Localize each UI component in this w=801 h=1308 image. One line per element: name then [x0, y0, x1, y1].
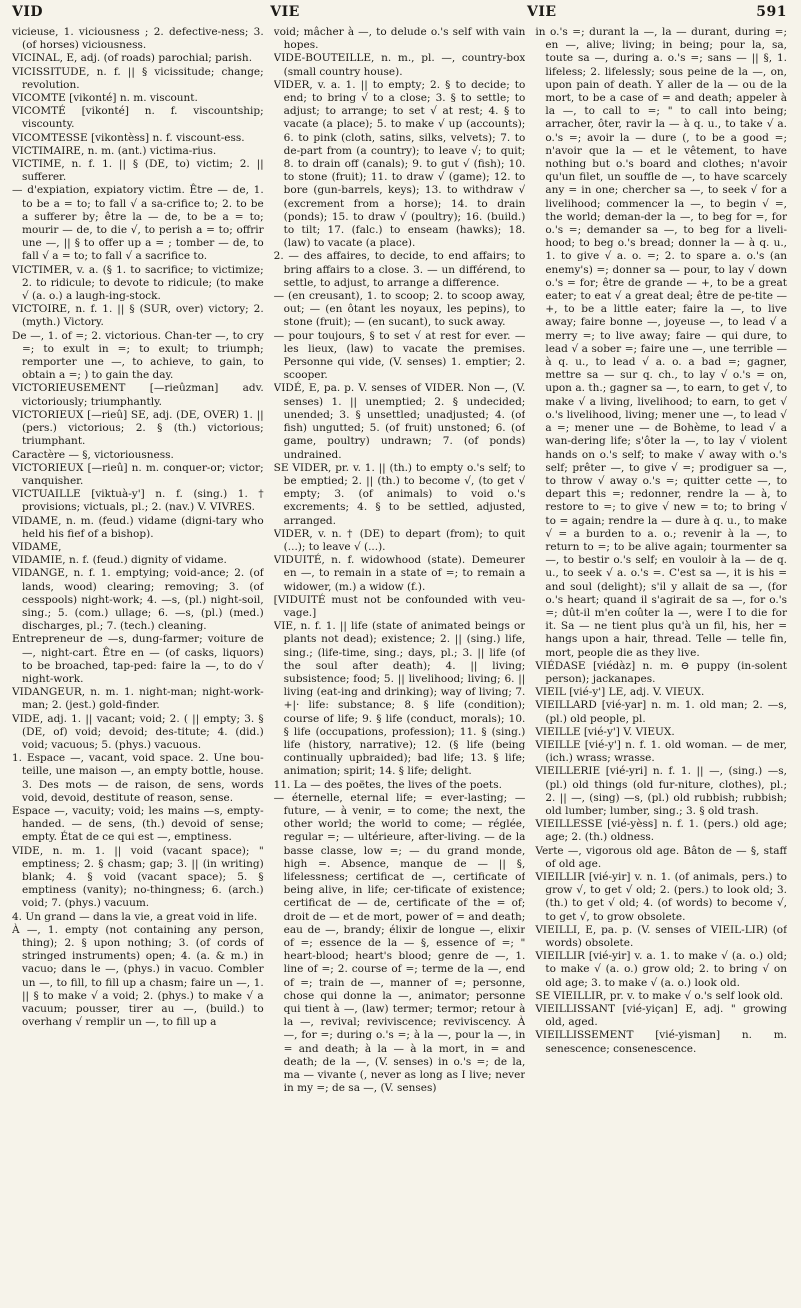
dictionary-entry: VICTIMAIRE, n. m. (ant.) victima-rius.: [12, 144, 217, 157]
dictionary-entry: Espace —, vacuity; void; les mains —s, empty-handed. — de sens, (th.) devoid of sense; empty. État de ce qui est —, emptiness.: [12, 804, 264, 844]
column-left: [12, 26, 264, 1304]
dictionary-entry: VIEILLARD [vié-yar] n. m. 1. old man; 2. —s, (pl.) old people, pl.: [535, 699, 788, 725]
dictionary-entry: VICINAL, E, adj. (of roads) parochial; parish.: [12, 52, 253, 65]
dictionary-entry: VIDAME, n. m. (feud.) vidame (digni-tary who held his fief of a bishop).: [12, 514, 264, 540]
header-guide-word-middle: VIE: [270, 4, 300, 20]
dictionary-entry: VIEILLISSANT [vié-yiçan] E, adj. " growing old, aged.: [535, 1003, 788, 1029]
dictionary-entry: — pour toujours, § to set √ at rest for ever. — les lieux, (law) to vacate the premises. Personne qui vide, (V. senses) 1. emptier; 2. scooper.: [273, 329, 526, 382]
dictionary-entry: 2. — des affaires, to decide, to end affairs; to bring affairs to a close. 3. — un différend, to settle, to adjust, to arrange a difference.: [273, 250, 526, 289]
dictionary-entry: — d'expiation, expiatory victim. Être — de, 1. to be a = to; to fall √ a sa-crifice to; 2. to be a sufferer by; être la — de, to be a = to; mourir — de, to die √, to perish a = to; offrir une —, || § to offer up a = ; tomber — de, to fall √ a = to; to fall √ a sacrifice to.: [12, 184, 264, 263]
dictionary-entry: VIEILLE [vié-y'] n. f. 1. old woman. — de mer, (ich.) wrass; wrasse.: [535, 738, 788, 765]
dictionary-entry: Entrepreneur de —s, dung-farmer; voiture de —, night-cart. Être en — (of casks, liquors) to be broached, tap-ped: faire la —, to do √ night-work.: [12, 633, 264, 685]
dictionary-entry: VIDAME,: [12, 540, 62, 553]
dictionary-entry: VICOMTÉ [vikonté] n. f. viscountship; viscounty.: [12, 105, 264, 131]
dictionary-entry: VIDÉ, E, pa. p. V. senses of VIDER. Non —, (V. senses) 1. || unemptied; 2. § undecided; unended; 3. § unsettled; unadjusted; 4. (of fish) ungutted; 5. (of fruit) unstoned; 6. (of game, poultry) undrawn; 7. (of ponds) undrained.: [273, 382, 526, 461]
dictionary-entry: VIDE, adj. 1. || vacant; void; 2. ( || empty; 3. § (DE, of) void; devoid; des-titute; 4. (did.) void; vacuous; 5. (phys.) vacuous.: [12, 712, 264, 751]
dictionary-entry: VIDER, v. a. 1. || to empty; 2. § to decide; to end; to bring √ to a close; 3. § to settle; to adjust; to arrange; to set √ at rest; 4. § to vacate (a place); 5. to make √ up (accounts); 6. to pink (cloth, satins, silks, velvets); 7. to de-part from (a country); to leave √; to quit; 8. to drain off (canals); 9. to gut √ (fish); 10. to stone (fruit); 11. to draw √ (game); 12. to bore (gun-barrels, keys); 13. to withdraw √ (excrement from a horse); 14. to drain (ponds); 15. to draw √ (poultry); 16. (build.) to tilt; 17. (falc.) to enseam (hawks); 18. (law) to vacate (a place).: [273, 78, 526, 250]
dictionary-entry: VIE, n. f. 1. || life (state of animated beings or plants not dead); existence; 2. || (sing.) life, sing.; (life-time, sing.; days, pl.; 3. || life (of the soul after death); 4. || living; subsistence; food; 5. || livelihood; living; 6. || living (eat-ing and drinking); way of living; 7. +|· life: substance; 8. § life (condition); course of life; 9. § life (conduct, morals); 10. § life (occupations, profession); 11. § (sing.) life (history, narrative); 12. (§ life (being continually upbraided); bad life; 13. § life; animation; spirit; 14. § life; delight.: [273, 620, 526, 778]
dictionary-entry: VIDANGE, n. f. 1. emptying; void-ance; 2. (of lands, wood) clearing; removing; 3. (of cesspools) night-work; 4. —s, (pl.) night-soil, sing.; 5. (com.) ullage; 6. —s, (pl.) (med.) discharges, pl.; 7. (tech.) cleaning.: [12, 567, 264, 633]
dictionary-entry: 1. Espace —, vacant, void space. 2. Une bou-teille, une maison —, an empty bottle, house. 3. Des mots — de raison, de sens, words void, devoid, destitute of reason, sense.: [12, 752, 264, 804]
dictionary-entry: VIDE, n. m. 1. || void (vacant space); " emptiness; 2. § chasm; gap; 3. || (in writing) blank; 4. § void (vacant space); 5. § emptiness (vanity); no-thingness; 6. (arch.) void; 7. (phys.) vacuum.: [12, 844, 264, 910]
running-header: [12, 4, 787, 26]
dictionary-entry: VICOMTE [vikonté] n. m. viscount.: [12, 92, 198, 105]
dictionary-entry: VICOMTESSE [vikontèss] n. f. viscount-ess.: [12, 131, 245, 144]
dictionary-entry: — éternelle, eternal life; = ever-lasting; — future, — à venir, = to come; the next, the other world; the world to come; — réglée, regular =; — ultérieure, after-living. — de la basse classe, low =; — du grand monde, high =. Absence, manque de — || §, lifelessness; certificat de —, certificate of being alive, in life; cer-tificate of existence; certificat de — de, certificate of the = of; droit de — et de mort, power of = and death; eau de —, brandy; élixir de longue —, elixir of =; essence de la — §, essence of =; " heart-blood; heart's blood; genre de —, 1. line of =; 2. course of =; terme de la —, end of =; train de —, manner of =; personne, chose qui donne la —, animator; personne qui tient à —, (law) termer; termor; retour à la —, revival; reviviscence; reviviscency. À —, for =; during o.'s =; à la —, pour la —, in = and death; à la — à la mort, in = and death; de la —, (V. senses) in o.'s =; de la, ma — vivante (, never as long as I live; never in my =; de sa —, (V. senses): [273, 791, 526, 1095]
dictionary-entry: VICTORIEUSEMENT [—rieûzman] adv. victoriously; triumphantly.: [12, 382, 264, 408]
column-middle: [274, 26, 526, 1304]
dictionary-entry: VIÉDASE [viédàz] n. m. ⊖ puppy (in-solent person); jackanapes.: [535, 659, 788, 685]
column-right: [535, 26, 787, 1304]
header-guide-word-left: VID: [12, 4, 44, 20]
dictionary-entry: VIDE-BOUTEILLE, n. m., pl. —, country-box (small country house).: [273, 52, 526, 78]
dictionary-entry: VIDANGEUR, n. m. 1. night-man; night-work-man; 2. (jest.) gold-finder.: [12, 686, 264, 712]
dictionary-entry: VICTOIRE, n. f. 1. || § (SUR, over) victory; 2. (myth.) Victory.: [12, 303, 264, 329]
dictionary-entry: VIDAMIE, n. f. (feud.) dignity of vidame.: [12, 554, 227, 567]
dictionary-entry: VICTORIEUX [—rieû] SE, adj. (DE, OVER) 1. || (pers.) victorious; 2. § (th.) victorious; triumphant.: [12, 408, 264, 448]
dictionary-entry: VICTIMER, v. a. (§ 1. to sacrifice; to victimize; 2. to ridicule; to devote to ridicule; (to make √ (a. o.) a laugh-ing-stock.: [12, 263, 264, 303]
dictionary-entry: [VIDUITÉ must not be confounded with veu-vage.]: [273, 593, 526, 619]
dictionary-entry: VIEILLI, E, pa. p. (V. senses of VIEIL-LIR) (of words) obsolete.: [535, 923, 788, 950]
dictionary-entry: VICTIME, n. f. 1. || § (DE, to) victim; 2. || sufferer.: [12, 158, 264, 184]
dictionary-entry: vicieuse, 1. viciousness ; 2. defective-ness; 3. (of horses) viciousness.: [12, 26, 264, 52]
dictionary-entry: De —, 1. of =; 2. victorious. Chan-ter —, to cry =; to exult in =; to exult; to triumph; remporter une —, to achieve, to gain, to obtain a =; ) to gain the day.: [12, 329, 264, 382]
dictionary-entry: VIEILLE [vié-y'] V. VIEUX.: [535, 725, 675, 738]
dictionary-entry: VIEILLIR [vié-yir] v. n. 1. (of animals, pers.) to grow √, to get √ old; 2. (pers.) to look old; 3. (th.) to get √ old; 4. (of words) to become √, to get √, to grow obsolete.: [535, 871, 788, 923]
dictionary-entry: — (en creusant), 1. to scoop; 2. to scoop away, out; — (en ôtant les noyaux, les pepins), to stone (fruit); — (en sucant), to suck away.: [273, 290, 526, 329]
dictionary-entry: VIDER, v. n. † (DE) to depart (from); to quit (...); to leave √ (...).: [273, 527, 526, 553]
dictionary-entry: 4. Un grand — dans la vie, a great void in life.: [12, 910, 258, 923]
dictionary-entry: À —, 1. empty (not containing any person, thing); 2. § upon nothing; 3. (of cords of stringed instruments) open; 4. (a. & m.) in vacuo; dans le —, (phys.) in vacuo. Combler un —, to fill, to fill up a chasm; faire un —, 1. || § to make √ a void; 2. (phys.) to make √ a vacuum; pousser, tirer au —, (build.) to overhang √ remplir un —, to fill up a: [12, 923, 264, 1029]
dictionary-entry: VIEILLERIE [vié-yri] n. f. 1. || —, (sing.) —s, (pl.) old things (old fur-niture, clothes), pl.; 2. || —, (sing) —s, (pl.) old rubbish; rubbish; old lumber; lumber, sing.; 3. § old trash.: [535, 765, 788, 817]
dictionary-entry: VIDUITÉ, n. f. widowhood (state). Demeurer en —, to remain in a state of =; to remain a widower, (m.) a widow (f.).: [273, 554, 526, 593]
dictionary-entry: VICISSITUDE, n. f. || § vicissitude; change; revolution.: [12, 65, 264, 91]
dictionary-entry: SE VIEILLIR, pr. v. to make √ o.'s self look old.: [535, 989, 784, 1002]
dictionary-entry: VIEIL [vié-y'] LE, adj. V. VIEUX.: [535, 686, 705, 699]
columns: [12, 26, 787, 1304]
header-guide-word-right: VIE: [527, 4, 557, 20]
dictionary-entry: Verte —, vigorous old age. Bâton de — §, staff of old age.: [535, 844, 788, 870]
dictionary-entry: VIEILLISSEMENT [vié-yisman] n. m. senescence; consenescence.: [535, 1029, 788, 1055]
dictionary-entry: VICTORIEUX [—rieû] n. m. conquer-or; victor; vanquisher.: [12, 461, 264, 487]
dictionary-entry: Caractère — §, victoriousness.: [12, 448, 174, 461]
dictionary-entry: VIEILLESSE [vié-yèss] n. f. 1. (pers.) old age; age; 2. (th.) oldness.: [535, 818, 788, 844]
dictionary-entry: in o.'s =; durant la —, la — durant, during =; en —, alive; living; in being; pour la, sa, toute sa —, during a. o.'s =; sans — || §, 1. lifeless; 2. lifelessly; sous peine de la —, on, upon pain of death. Y aller de la — ou de la mort, to be a case of = and death; appeler à la —, to call to =; " to call into being; arracher, ôter, ravir la — à q. u., to take √ a. o.'s =; avoir la — dure (, to be a good =; n'avoir que la — et le vêtement, to have nothing but o.'s board and clothes; n'avoir qu'un filet, un souffle de —, to have scarcely any = in one; chercher sa —, to seek √ for a livelihood; commencer la —, to begin √ =, the world; deman-der la —, to beg for =, for o.'s =; demander sa —, to beg for a liveli-hood; to beg o.'s bread; donner la — à q. u., 1. to give √ a. o. =; 2. to spare a. o.'s (an enemy's) =; donner sa — pour, to lay √ down o.'s = for; être de grande — +, to be a great eater; to eat √ a great deal; être de pe-tite — +, to be a little eater; faire la —, to live away; faire bonne —, joyeuse —, to lead √ a merry =; to live away; faire — qui dure, to lead √ a sober =; faire une —, une terrible — à q. u., to lead √ a. o. a bad =; gagner, mettre sa — sur q. ch., to lay √ o.'s = on, upon a. th.; gagner sa —, to earn, to get √, to make √ a living, livelihood; to earn, to get √ o.'s livelihood, living; mener une —, to lead √ a =; mener une — de Bohème, to lead √ a wan-dering life; s'ôter la —, to lay √ violent hands on o.'s self; to make √ away with o.'s self; prêter —, to give √ =; prodiguer sa —, to throw √ away o.'s =; quitter cette —, to depart this =; redonner, rendre la — à, to restore to =; to give √ new = to; to bring √ to = again; rendre la — dure à q. u., to make √ = a burden to a. o.; revenir à la —, to return to =; to be alive again; tourmenter sa —, to bestir o.'s self; en vouloir à la — de q. u., to seek √ a. o.'s =. C'est sa —, it is his = and soul (delight); s'il y allait de sa —, (for o.'s heart; quand il s'agirait de sa —, for o.'s =; dût-il m'en coûter la —, were I to die for it. Sa — ne tient plus qu'à un fil, his, her = hangs upon a hair, thread. Telle — telle fin, mort, people die as they live.: [535, 26, 788, 659]
dictionary-entry: void; mâcher à —, to delude o.'s self with vain hopes.: [273, 26, 526, 52]
dictionary-entry: VICTUAILLE [viktuà-y'] n. f. (sing.) 1. † provisions; victuals, pl.; 2. (nav.) V. VIVRES.: [12, 488, 264, 514]
dictionary-entry: VIEILLIR [vié-yir] v. a. 1. to make √ (a. o.) old; to make √ (a. o.) grow old; 2. to bring √ on old age; 3. to make √ (a. o.) look old.: [535, 950, 788, 989]
page-number: 591: [756, 4, 787, 20]
dictionary-entry: SE VIDER, pr. v. 1. || (th.) to empty o.'s self; to be emptied; 2. || (th.) to become √, (to get √ empty; 3. (of animals) to void o.'s excrements; 4. § to be settled, adjusted, arranged.: [273, 461, 526, 527]
dictionary-entry: 11. La — des poëtes, the lives of the poets.: [273, 778, 502, 791]
